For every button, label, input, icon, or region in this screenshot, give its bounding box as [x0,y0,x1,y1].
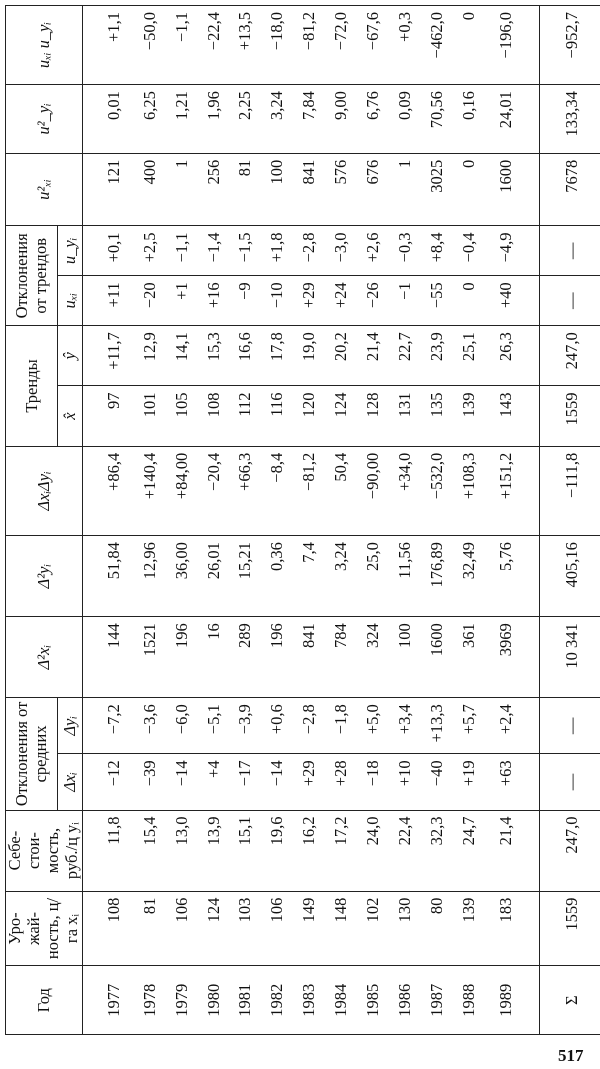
sum-cell-ux: — [539,276,600,326]
cell-x: 183 [484,891,539,966]
cell-yhat: 21,4 [357,326,389,386]
table-row [389,6,421,1035]
header-uy2: u²_yᵢ [6,85,83,154]
cell-uy2: 0,01 [82,85,133,154]
header-ux: uₓᵢ [58,276,83,326]
cell-ux2: 3025 [420,153,452,226]
cell-uxuy: 0 [452,6,484,85]
cell-ux2: 1 [165,153,197,226]
cell-x: 106 [165,891,197,966]
cell-y: 21,4 [484,810,539,891]
cell-year: 1983 [293,966,325,1035]
sum-cell-yhat: 247,0 [539,326,600,386]
header-yield: Уро- жай- ность, ц/га xᵢ [6,891,83,966]
cell-ux2: 0 [452,153,484,226]
cell-dx2: 324 [357,617,389,698]
cell-dy: −5,1 [197,698,229,754]
cell-xhat: 116 [261,386,293,446]
cell-x: 139 [452,891,484,966]
cell-yhat: 20,2 [325,326,357,386]
cell-uxuy: +13,5 [229,6,261,85]
cell-uy: −3,0 [325,226,357,276]
cell-dy: −2,8 [293,698,325,754]
sum-cell-dy2: 405,16 [539,536,600,617]
header-xhat: x̂ [58,386,83,446]
cell-dx: −17 [229,754,261,810]
cell-uy2: 1,21 [165,85,197,154]
cell-dy2: 51,84 [82,536,133,617]
cell-dy: +3,4 [389,698,421,754]
cell-dx: −14 [165,754,197,810]
cell-yhat: 19,0 [293,326,325,386]
cell-dxdy: +108,3 [452,446,484,535]
cell-xhat: 143 [484,386,539,446]
cell-yhat: 22,7 [389,326,421,386]
cell-dxdy: +140,4 [134,446,166,535]
sum-cell-dxdy: −111,8 [539,446,600,535]
cell-ux2: 256 [197,153,229,226]
cell-year: 1981 [229,966,261,1035]
header-dy: Δyᵢ [58,698,83,754]
cell-x: 149 [293,891,325,966]
cell-dy2: 11,56 [389,536,421,617]
cell-dy: −6,0 [165,698,197,754]
cell-uy2: 6,25 [134,85,166,154]
cell-uy: −0,4 [452,226,484,276]
cell-yhat: 25,1 [452,326,484,386]
cell-uy2: 2,25 [229,85,261,154]
header-trends: Тренды [6,326,58,447]
cell-uy: −1,5 [229,226,261,276]
cell-x: 102 [357,891,389,966]
cell-y: 15,1 [229,810,261,891]
cell-y: 15,4 [134,810,166,891]
cell-x: 124 [197,891,229,966]
cell-dx: +4 [197,754,229,810]
cell-ux: −10 [261,276,293,326]
page-number: 517 [558,1046,584,1065]
cell-ux: 0 [452,276,484,326]
sum-row [539,6,600,1035]
cell-uy2: 9,00 [325,85,357,154]
cell-dx2: 196 [165,617,197,698]
table-row [325,6,357,1035]
cell-dy2: 15,21 [229,536,261,617]
cell-uy2: 70,56 [420,85,452,154]
cell-y: 19,6 [261,810,293,891]
cell-dx2: 144 [82,617,133,698]
cell-yhat: 26,3 [484,326,539,386]
cell-year: 1986 [389,966,421,1035]
cell-x: 148 [325,891,357,966]
cell-dy2: 32,49 [452,536,484,617]
cell-x: 106 [261,891,293,966]
cell-uy: +2,6 [357,226,389,276]
cell-dy2: 5,76 [484,536,539,617]
cell-dx: +10 [389,754,421,810]
cell-dx: −39 [134,754,166,810]
cell-uxuy: −81,2 [293,6,325,85]
header-ux2: u²ₓᵢ [6,153,83,226]
cell-uy: −2,8 [293,226,325,276]
cell-dx: −14 [261,754,293,810]
cell-dxdy: −20,4 [197,446,229,535]
cell-uxuy: −196,0 [484,6,539,85]
cell-dxdy: −8,4 [261,446,293,535]
cell-year: 1980 [197,966,229,1035]
cell-ux: +1 [165,276,197,326]
sum-cell-y: 247,0 [539,810,600,891]
cell-ux2: 121 [82,153,133,226]
cell-y: 17,2 [325,810,357,891]
cell-dy2: 25,0 [357,536,389,617]
sum-cell-x: 1559 [539,891,600,966]
header-cost: Себе- стои- мость, руб./ц yᵢ [6,810,83,891]
cell-xhat: 120 [293,386,325,446]
cell-uy: +2,5 [134,226,166,276]
cell-xhat: 135 [420,386,452,446]
cell-dx2: 196 [261,617,293,698]
cell-dy: +5,7 [452,698,484,754]
cell-x: 80 [420,891,452,966]
table-row [165,6,197,1035]
cell-ux2: 1600 [484,153,539,226]
cell-x: 81 [134,891,166,966]
cell-dxdy: −90,00 [357,446,389,535]
cell-yhat: 14,1 [165,326,197,386]
cell-dx2: 841 [293,617,325,698]
cell-dxdy: +66,3 [229,446,261,535]
sum-cell-dx: — [539,754,600,810]
cell-dx2: 3969 [484,617,539,698]
cell-dy: −7,2 [82,698,133,754]
cell-dy: −3,9 [229,698,261,754]
cell-dx: +19 [452,754,484,810]
header-dx: Δxᵢ [58,754,83,810]
cell-year: 1978 [134,966,166,1035]
cell-dy2: 7,4 [293,536,325,617]
cell-uxuy: −1,1 [165,6,197,85]
cell-uxuy: −462,0 [420,6,452,85]
cell-xhat: 112 [229,386,261,446]
cell-ux2: 1 [389,153,421,226]
cell-ux2: 100 [261,153,293,226]
table-body [82,6,600,1035]
cell-dy2: 36,00 [165,536,197,617]
cell-xhat: 101 [134,386,166,446]
table-row [134,6,166,1035]
header-uxuy: uₓᵢ u_yᵢ [6,6,83,85]
cell-year: 1982 [261,966,293,1035]
cell-uxuy: +0,3 [389,6,421,85]
cell-uy: −0,3 [389,226,421,276]
cell-uxuy: −50,0 [134,6,166,85]
cell-yhat: 16,6 [229,326,261,386]
cell-dx2: 361 [452,617,484,698]
cell-dx: −18 [357,754,389,810]
cell-ux: +24 [325,276,357,326]
cell-dy: +2,4 [484,698,539,754]
cell-y: 16,2 [293,810,325,891]
cell-ux: −9 [229,276,261,326]
cell-ux: +16 [197,276,229,326]
sum-cell-dx2: 10 341 [539,617,600,698]
sum-cell-xhat: 1559 [539,386,600,446]
rotated-table-block [5,5,595,1035]
sum-cell-uy2: 133,34 [539,85,600,154]
cell-uxuy: −67,6 [357,6,389,85]
table-row [420,6,452,1035]
cell-ux: +40 [484,276,539,326]
cell-uy2: 3,24 [261,85,293,154]
header-uy: u_yᵢ [58,226,83,276]
cell-uy2: 0,09 [389,85,421,154]
cell-ux: −1 [389,276,421,326]
cell-dx2: 1600 [420,617,452,698]
cell-dx: +29 [293,754,325,810]
cell-uy: +1,8 [261,226,293,276]
cell-year: 1977 [82,966,133,1035]
cell-dx: +28 [325,754,357,810]
cell-uy: +0,1 [82,226,133,276]
cell-xhat: 108 [197,386,229,446]
cell-yhat: 12,9 [134,326,166,386]
table-row [484,6,539,1035]
cell-xhat: 131 [389,386,421,446]
cell-ux2: 400 [134,153,166,226]
header-dy2: Δ²yᵢ [6,536,83,617]
cell-yhat: 17,8 [261,326,293,386]
cell-y: 22,4 [389,810,421,891]
cell-dy: +5,0 [357,698,389,754]
sum-cell-uy: — [539,226,600,276]
cell-dx2: 1521 [134,617,166,698]
table-row [357,6,389,1035]
cell-xhat: 124 [325,386,357,446]
cell-yhat: +11,7 [82,326,133,386]
cell-uxuy: −72,0 [325,6,357,85]
cell-xhat: 105 [165,386,197,446]
table-row [452,6,484,1035]
cell-dx: −40 [420,754,452,810]
cell-dx: +63 [484,754,539,810]
cell-x: 108 [82,891,133,966]
cell-dx2: 100 [389,617,421,698]
cell-dy: +13,3 [420,698,452,754]
cell-ux: +11 [82,276,133,326]
cell-dxdy: −532,0 [420,446,452,535]
cell-ux: +29 [293,276,325,326]
cell-xhat: 139 [452,386,484,446]
cell-dy: −1,8 [325,698,357,754]
cell-dx2: 16 [197,617,229,698]
cell-xhat: 128 [357,386,389,446]
cell-year: 1988 [452,966,484,1035]
data-table [5,5,600,1035]
cell-year: 1989 [484,966,539,1035]
cell-uy2: 24,01 [484,85,539,154]
cell-ux2: 576 [325,153,357,226]
cell-uxuy: −18,0 [261,6,293,85]
cell-dy2: 3,24 [325,536,357,617]
cell-dy2: 26,01 [197,536,229,617]
cell-year: 1987 [420,966,452,1035]
sum-cell-dy: — [539,698,600,754]
cell-y: 32,3 [420,810,452,891]
cell-y: 24,0 [357,810,389,891]
header-dx2: Δ²xᵢ [6,617,83,698]
header-dxdy: ΔxᵢΔyᵢ [6,446,83,535]
sum-cell-ux2: 7678 [539,153,600,226]
cell-uxuy: −22,4 [197,6,229,85]
cell-dxdy: +86,4 [82,446,133,535]
cell-yhat: 23,9 [420,326,452,386]
cell-y: 13,0 [165,810,197,891]
cell-ux2: 676 [357,153,389,226]
cell-year: 1985 [357,966,389,1035]
table-row [82,6,133,1035]
cell-ux2: 81 [229,153,261,226]
cell-yhat: 15,3 [197,326,229,386]
cell-dy: +0,6 [261,698,293,754]
cell-x: 130 [389,891,421,966]
header-dev-mean: Отклонения от средних [6,698,58,810]
cell-y: 11,8 [82,810,133,891]
cell-uy: −1,4 [197,226,229,276]
cell-ux: −26 [357,276,389,326]
cell-year: 1984 [325,966,357,1035]
cell-dy2: 12,96 [134,536,166,617]
cell-xhat: 97 [82,386,133,446]
table-row [261,6,293,1035]
cell-uy2: 7,84 [293,85,325,154]
cell-dxdy: +151,2 [484,446,539,535]
cell-y: 24,7 [452,810,484,891]
cell-ux2: 841 [293,153,325,226]
cell-dx2: 289 [229,617,261,698]
header-dev-trend: Отклонения от трендов [6,226,58,326]
cell-dy: −3,6 [134,698,166,754]
cell-year: 1979 [165,966,197,1035]
cell-ux: −55 [420,276,452,326]
header-year: Год [6,966,83,1035]
cell-dx: −12 [82,754,133,810]
sum-cell-uxuy: −952,7 [539,6,600,85]
cell-uy2: 1,96 [197,85,229,154]
table-row [197,6,229,1035]
cell-uy: +8,4 [420,226,452,276]
cell-uy2: 0,16 [452,85,484,154]
table-row [293,6,325,1035]
cell-uy: −4,9 [484,226,539,276]
cell-uy: −1,1 [165,226,197,276]
cell-uy2: 6,76 [357,85,389,154]
cell-ux: −20 [134,276,166,326]
cell-dxdy: −81,2 [293,446,325,535]
cell-dxdy: +84,00 [165,446,197,535]
cell-dx2: 784 [325,617,357,698]
cell-dy2: 176,89 [420,536,452,617]
cell-dxdy: 50,4 [325,446,357,535]
cell-uxuy: +1,1 [82,6,133,85]
cell-dxdy: +34,0 [389,446,421,535]
cell-dy2: 0,36 [261,536,293,617]
header-yhat: ŷ [58,326,83,386]
cell-y: 13,9 [197,810,229,891]
sum-cell-label: Σ [539,966,600,1035]
cell-x: 103 [229,891,261,966]
table-row [229,6,261,1035]
